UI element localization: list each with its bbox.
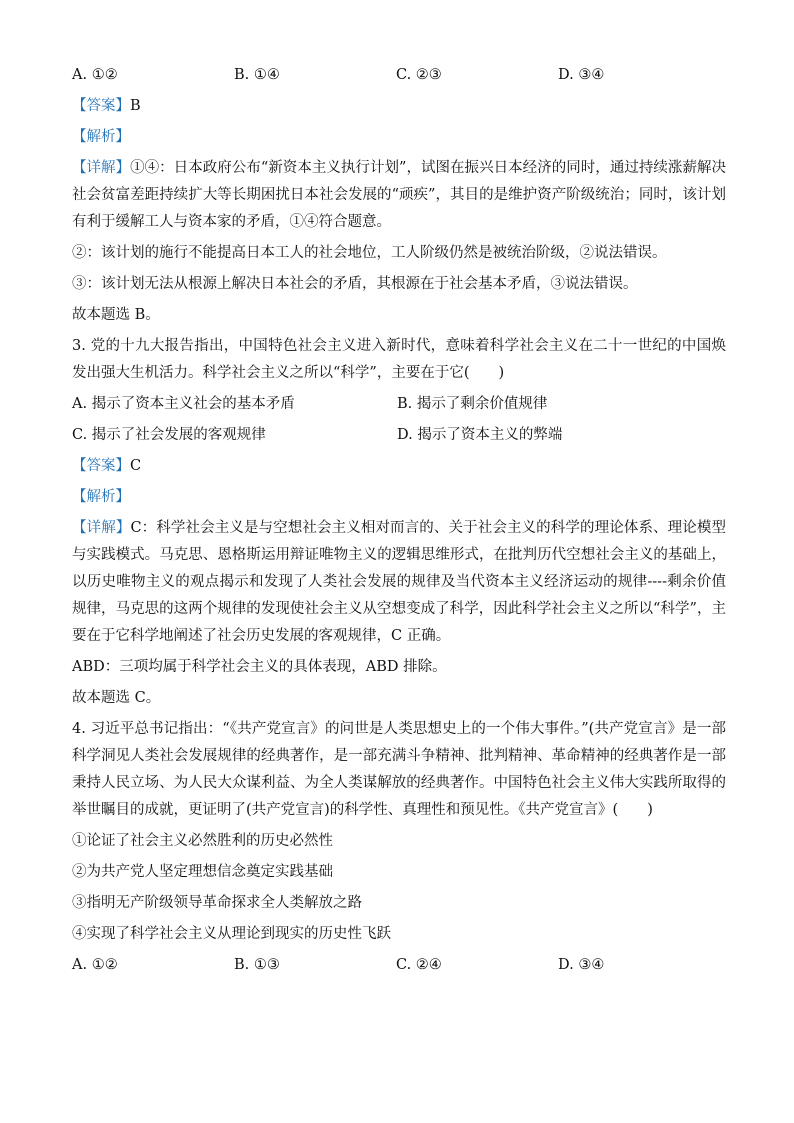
q2-conclusion: 故本题选 B。 xyxy=(72,307,160,323)
q3-option-d: D. 揭示了资本主义的弊端 xyxy=(397,427,563,443)
q4-statement-3: ③指明无产阶级领导革命探求全人类解放之路 xyxy=(72,895,362,911)
q2-point-3: ③：该计划无法从根源上解决日本社会的矛盾，其根源在于社会基本矛盾，③说法错误。 xyxy=(72,276,638,292)
q3-abd: ABD：三项均属于科学社会主义的具体表现，ABD 排除。 xyxy=(72,659,447,675)
q4-options xyxy=(72,952,726,979)
q4-statement-4: ④实现了科学社会主义从理论到现实的历史性飞跃 xyxy=(72,926,391,942)
analysis-tag: 【解析】 xyxy=(72,489,130,505)
q4-option-b: B. ①③ xyxy=(234,957,280,973)
q2-answer-value: B xyxy=(130,98,141,114)
q3-analysis-heading xyxy=(72,484,726,511)
q4-statement-1: ①论证了社会主义必然胜利的历史必然性 xyxy=(72,833,333,849)
q3-detail xyxy=(72,515,726,650)
answer-tag: 【答案】 xyxy=(72,458,130,474)
q2-point-2: ②：该计划的施行不能提高日本工人的社会地位，工人阶级仍然是被统治阶级，②说法错误。 xyxy=(72,245,667,261)
q4-option-c: C. ②④ xyxy=(396,957,442,973)
q2-option-b: B. ①④ xyxy=(234,67,280,83)
q3-option-c: C. 揭示了社会发展的客观规律 xyxy=(72,427,266,443)
q3-stem: 3. 党的十九大报告指出，中国特色社会主义进入新时代，意味着科学社会主义在二十一世纪的中国焕发出强大生机活力。科学社会主义之所以“科学”，主要在于它( ) xyxy=(72,338,726,381)
q2-answer xyxy=(72,93,726,120)
analysis-tag: 【解析】 xyxy=(72,129,130,145)
q2-analysis-heading xyxy=(72,124,726,151)
q3-options-row-1 xyxy=(72,391,726,418)
q4-stem: 4. 习近平总书记指出：“《共产党宣言》的问世是人类思想史上的一个伟大事件。”(共产党宣言》是一部科学洞见人类社会发展规律的经典著作，是一部充满斗争精神、批判精神、革命精神的经典著作是一部秉持人民立场、为人民大众谋利益、为全人类谋解放的经典著作。中国特色社会主义伟大实践所取得的举世瞩目的成就，更证明了(共产党宣言)的科学性、真理性和预见性。《共产党宣言》( ) xyxy=(72,721,726,818)
q3-option-a: A. 揭示了资本主义社会的基本矛盾 xyxy=(72,396,295,412)
q2-detail-text: ①④：日本政府公布“新资本主义执行计划”，试图在振兴日本经济的同时，通过持续涨薪解决社会贫富差距持续扩大等长期困扰日本社会发展的“顽疾”，其目的是维护资产阶级统治；同时，该计划有利于缓解工人与资本家的矛盾，①④符合题意。 xyxy=(72,160,726,230)
q3-answer xyxy=(72,453,726,480)
detail-tag: 【详解】 xyxy=(72,520,131,536)
q4-option-d: D. ③④ xyxy=(558,957,605,973)
q3-option-b: B. 揭示了剩余价值规律 xyxy=(397,396,548,412)
q2-detail xyxy=(72,155,726,236)
q2-option-d: D. ③④ xyxy=(558,67,605,83)
q3-options-row-2 xyxy=(72,422,726,449)
answer-tag: 【答案】 xyxy=(72,98,130,114)
q4-option-a: A. ①② xyxy=(72,957,118,973)
q3-answer-value: C xyxy=(130,458,142,474)
q3-conclusion: 故本题选 C。 xyxy=(72,690,161,706)
q2-option-a: A. ①② xyxy=(72,67,118,83)
document-page xyxy=(72,62,726,983)
detail-tag: 【详解】 xyxy=(72,160,131,176)
q2-options xyxy=(72,62,726,89)
q3-detail-text: C：科学社会主义是与空想社会主义相对而言的、关于社会主义的科学的理论体系、理论模型与实践模式。马克思、恩格斯运用辩证唯物主义的逻辑思维形式，在批判历代空想社会主义的基础上，以历史唯物主义的观点揭示和发现了人类社会发展的规律及当代资本主义经济运动的规律----剩余价值规律，马克思的这两个规律的发现使社会主义从空想变成了科学，因此科学社会主义之所以“科学”，主要在于它科学地阐述了社会历史发展的客观规律，C 正确。 xyxy=(72,520,727,644)
q4-statement-2: ②为共产党人坚定理想信念奠定实践基础 xyxy=(72,864,333,880)
q2-option-c: C. ②③ xyxy=(396,67,442,83)
